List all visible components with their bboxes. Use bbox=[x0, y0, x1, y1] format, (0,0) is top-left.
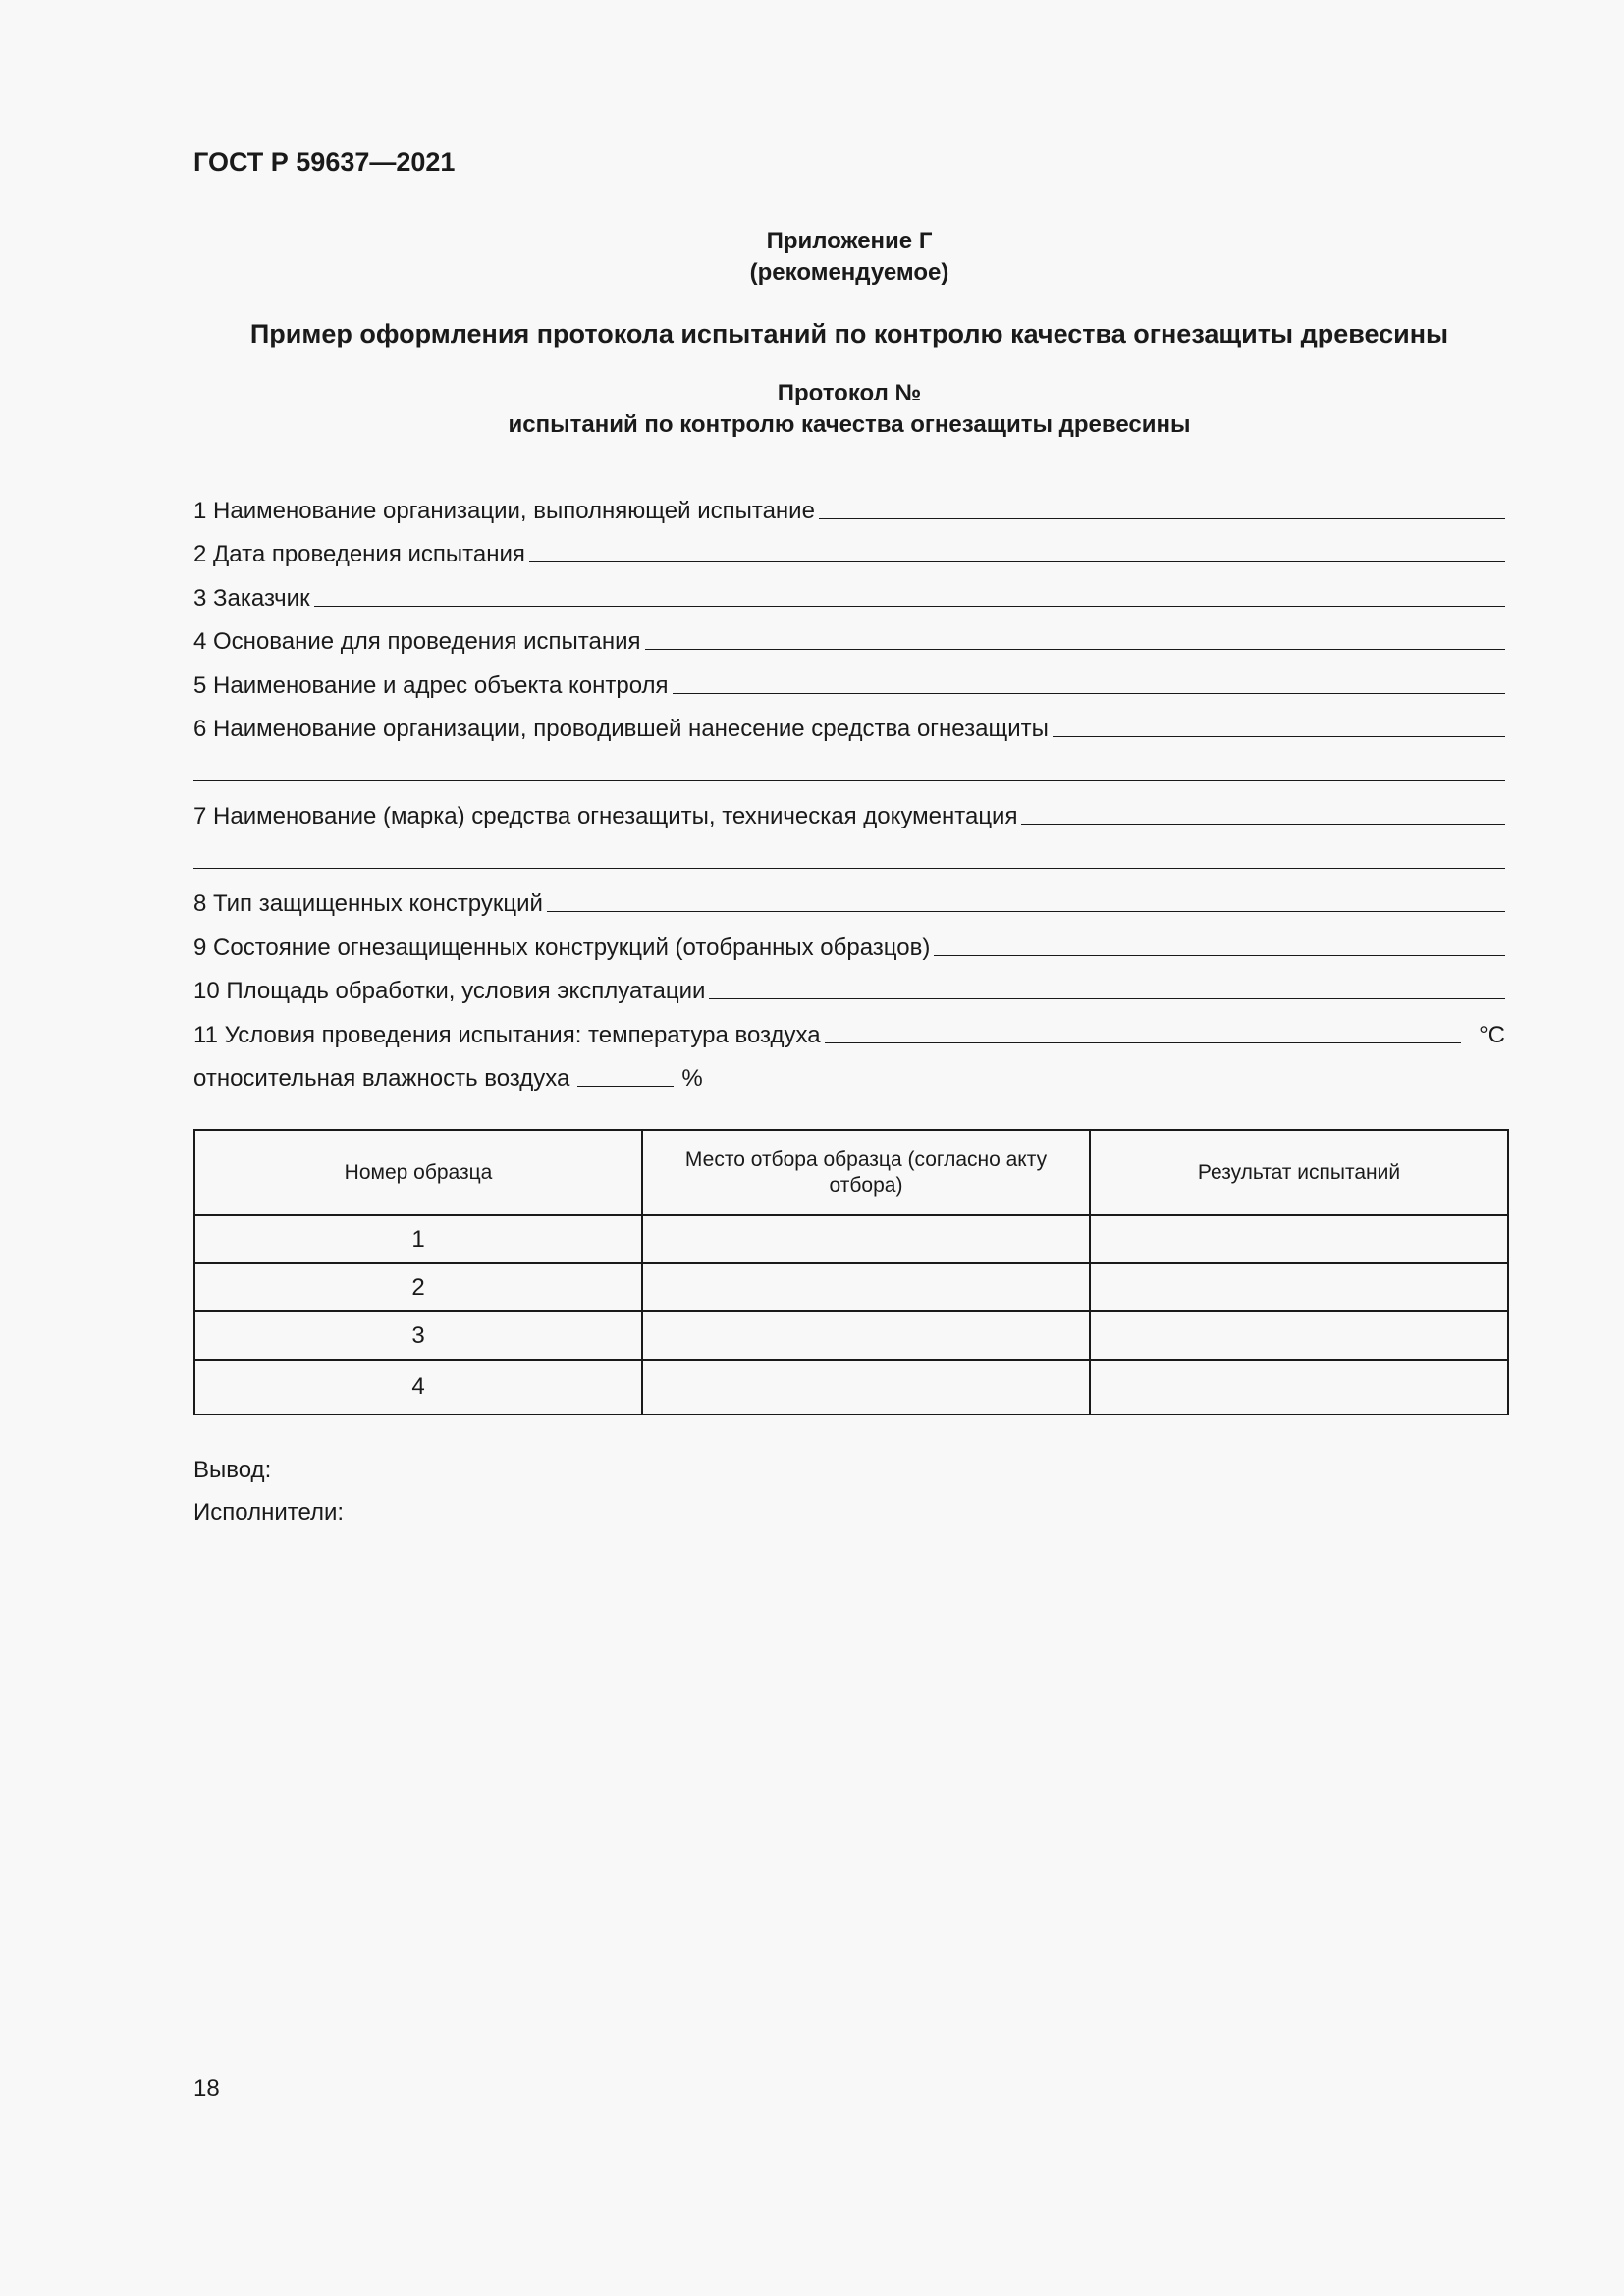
column-header-test-result: Результат испытаний bbox=[1090, 1130, 1508, 1215]
temperature-unit: °С bbox=[1479, 1021, 1505, 1048]
field-label: 3 Заказчик bbox=[193, 584, 310, 612]
executors-label: Исполнители: bbox=[193, 1499, 345, 1525]
column-header-sampling-location: Место отбора образца (согласно акту отбора) bbox=[642, 1130, 1090, 1215]
fill-in-line[interactable] bbox=[1053, 736, 1505, 737]
field-label: 1 Наименование организации, выполняющей испытание bbox=[193, 497, 815, 524]
field-label: 2 Дата проведения испытания bbox=[193, 541, 525, 567]
table-row bbox=[194, 1311, 1508, 1360]
test-result-cell[interactable] bbox=[1090, 1311, 1508, 1360]
field-row bbox=[193, 656, 1505, 700]
humidity-fill-in-line[interactable] bbox=[577, 1086, 674, 1087]
sample-number-cell: 3 bbox=[194, 1311, 642, 1360]
table-row bbox=[194, 1360, 1508, 1415]
protocol-fields bbox=[193, 481, 1505, 1093]
results-table bbox=[193, 1129, 1509, 1415]
table-row bbox=[194, 1263, 1508, 1311]
temperature-fill-in-line[interactable] bbox=[825, 1042, 1461, 1043]
field-row bbox=[193, 787, 1505, 831]
sample-number-cell: 1 bbox=[194, 1215, 642, 1263]
fill-in-line[interactable] bbox=[314, 606, 1505, 607]
field-label: 8 Тип защищенных конструкций bbox=[193, 890, 543, 917]
sampling-location-cell[interactable] bbox=[642, 1360, 1090, 1415]
protocol-title: Протокол № bbox=[777, 380, 922, 406]
fill-in-line[interactable] bbox=[193, 868, 1505, 869]
fill-in-line[interactable] bbox=[529, 561, 1505, 562]
fill-in-line[interactable] bbox=[645, 649, 1505, 650]
field-label: 7 Наименование (марка) средства огнезащиты, техническая документация bbox=[193, 803, 1018, 829]
column-header-sample-number: Номер образца bbox=[194, 1130, 642, 1215]
annex-header bbox=[193, 226, 1505, 289]
table-row bbox=[194, 1215, 1508, 1263]
fill-in-line[interactable] bbox=[934, 955, 1505, 956]
field-label: 11 Условия проведения испытания: температура воздуха bbox=[193, 1021, 821, 1048]
fill-in-line[interactable] bbox=[547, 911, 1505, 912]
fill-in-line[interactable] bbox=[1021, 824, 1505, 825]
field-row bbox=[193, 525, 1505, 569]
table-header-row bbox=[194, 1130, 1508, 1215]
field-row bbox=[193, 962, 1505, 1006]
field-label: 9 Состояние огнезащищенных конструкций (отобранных образцов) bbox=[193, 934, 931, 961]
annex-title: Приложение Г bbox=[766, 228, 933, 254]
field-row-temperature bbox=[193, 1005, 1505, 1049]
fill-in-line[interactable] bbox=[819, 518, 1505, 519]
annex-status: (рекомендуемое) bbox=[749, 259, 949, 286]
field-row bbox=[193, 481, 1505, 525]
fill-in-line[interactable] bbox=[193, 780, 1505, 781]
field-label: 5 Наименование и адрес объекта контроля bbox=[193, 671, 669, 699]
field-label: 4 Основание для проведения испытания bbox=[193, 628, 641, 655]
field-row bbox=[193, 700, 1505, 744]
page-number: 18 bbox=[193, 2075, 220, 2102]
field-row-continuation bbox=[193, 743, 1505, 787]
field-row bbox=[193, 875, 1505, 919]
field-label: 10 Площадь обработки, условия эксплуатации bbox=[193, 978, 706, 1004]
humidity-unit: % bbox=[681, 1065, 703, 1092]
sample-number-cell: 4 bbox=[194, 1360, 642, 1415]
test-result-cell[interactable] bbox=[1090, 1215, 1508, 1263]
sampling-location-cell[interactable] bbox=[642, 1311, 1090, 1360]
field-row bbox=[193, 568, 1505, 613]
protocol-header bbox=[193, 378, 1505, 441]
protocol-subtitle: испытаний по контролю качества огнезащиты древесины bbox=[508, 411, 1191, 438]
document-code: ГОСТ Р 59637—2021 bbox=[193, 147, 456, 177]
sampling-location-cell[interactable] bbox=[642, 1263, 1090, 1311]
field-row bbox=[193, 918, 1505, 962]
fill-in-line[interactable] bbox=[673, 693, 1505, 694]
sample-number-cell: 2 bbox=[194, 1263, 642, 1311]
field-row-continuation bbox=[193, 830, 1505, 875]
test-result-cell[interactable] bbox=[1090, 1360, 1508, 1415]
document-heading: Пример оформления протокола испытаний по контролю качества огнезащиты древесины bbox=[249, 319, 1449, 348]
humidity-label: относительная влажность воздуха bbox=[193, 1065, 570, 1092]
test-result-cell[interactable] bbox=[1090, 1263, 1508, 1311]
field-row-humidity bbox=[193, 1049, 1505, 1094]
conclusion-label: Вывод: bbox=[193, 1457, 272, 1483]
field-row bbox=[193, 613, 1505, 657]
field-label: 6 Наименование организации, проводившей нанесение средства огнезащиты bbox=[193, 716, 1049, 742]
sampling-location-cell[interactable] bbox=[642, 1215, 1090, 1263]
fill-in-line[interactable] bbox=[709, 998, 1505, 999]
